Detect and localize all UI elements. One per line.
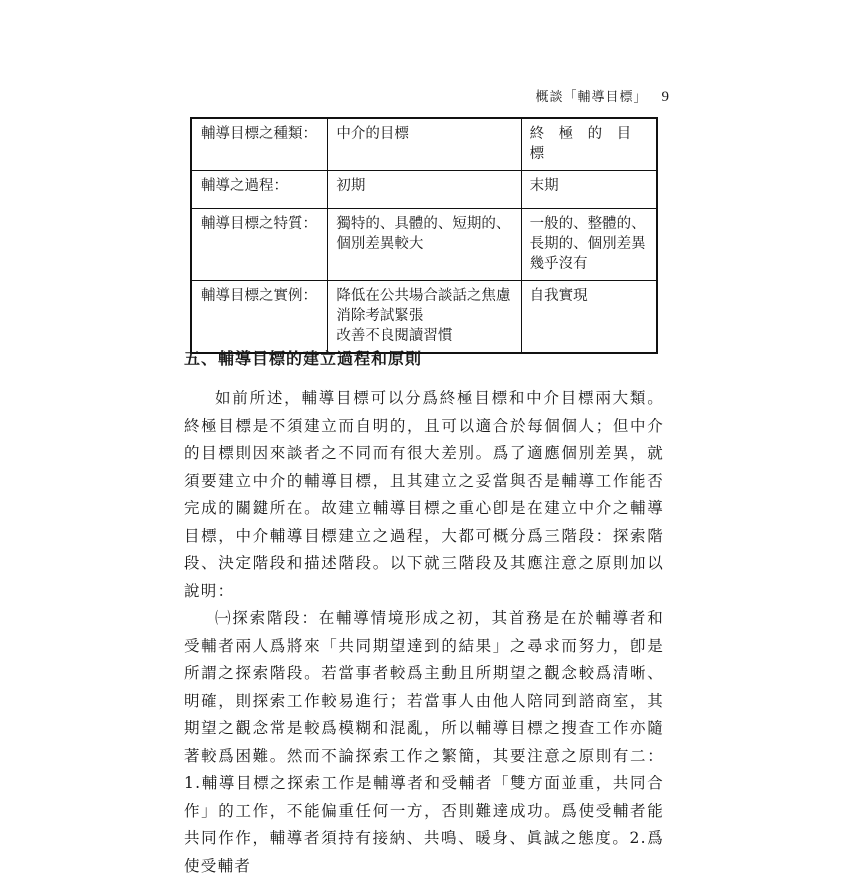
paragraph: 如前所述，輔導目標可以分爲終極目標和中介目標兩大類。終極目標是不須建立而自明的，且可以適合於每個個人；但中介的目標則因來談者之不同而有很大差別。爲了適應個別差異，就須要建立中介的輔導目標，且其建立之妥當與否是輔導工作能否完成的關鍵所在。故建立輔導目標之重心卽是在建立中介之輔導目標，中介輔導目標建立之過程，大都可概分爲三階段：探索階段、決定階段和描述階段。以下就三階段及其應注意之原則加以說明： — [184, 389, 664, 600]
section-heading: 五、輔導目標的建立過程和原則 — [184, 349, 423, 368]
row-label: 輔導目標之種類： — [191, 118, 328, 171]
row-label: 輔導之過程： — [191, 171, 328, 209]
example-line: 消除考試緊張 — [336, 308, 424, 324]
example-line: 降低在公共場合談話之焦慮 — [336, 288, 511, 304]
example-line: 改善不良閱讀習慣 — [336, 328, 453, 344]
table-row — [191, 118, 657, 171]
running-head — [470, 86, 670, 106]
ultimate-cell: 末期 — [521, 171, 657, 209]
table-row — [191, 171, 657, 209]
intermediate-cell — [328, 281, 521, 354]
intermediate-cell: 獨特的、具體的、短期的、個別差異較大 — [328, 209, 521, 281]
ultimate-cell: 一般的、整體的、長期的、個別差異幾乎沒有 — [521, 209, 657, 281]
intermediate-cell: 初期 — [328, 171, 521, 209]
table-row — [191, 209, 657, 281]
goals-table — [190, 117, 658, 354]
intermediate-cell: 中介的目標 — [328, 118, 521, 171]
row-label: 輔導目標之實例： — [191, 281, 328, 354]
page-number: 9 — [661, 89, 670, 105]
running-title: 概談「輔導目標」 — [535, 90, 648, 105]
ultimate-cell: 自我實現 — [521, 281, 657, 354]
table-row — [191, 281, 657, 354]
paragraph: ㈠探索階段：在輔導情境形成之初，其首務是在於輔導者和受輔者兩人爲將來「共同期望達到的結果」之尋求而努力，卽是所謂之探索階段。若當事者較爲主動且所期望之觀念較爲清晰、明確，則探索工作較易進行；若當事人由他人陪同到諮商室，其期望之觀念常是較爲模糊和混亂，所以輔導目標之搜查工作亦隨著較爲困難。然而不論探索工作之繁簡，其要注意之原則有二：1.輔導目標之探索工作是輔導者和受輔者「雙方面並重，共同合作」的工作，不能偏重任何一方，否則難達成功。爲使受輔者能共同作作，輔導者須持有接納、共鳴、暖身、眞誠之態度。2.爲使受輔者 — [184, 609, 664, 875]
body-text — [184, 385, 664, 880]
ultimate-cell: 終 極 的 目 標 — [521, 118, 657, 171]
row-label: 輔導目標之特質： — [191, 209, 328, 281]
